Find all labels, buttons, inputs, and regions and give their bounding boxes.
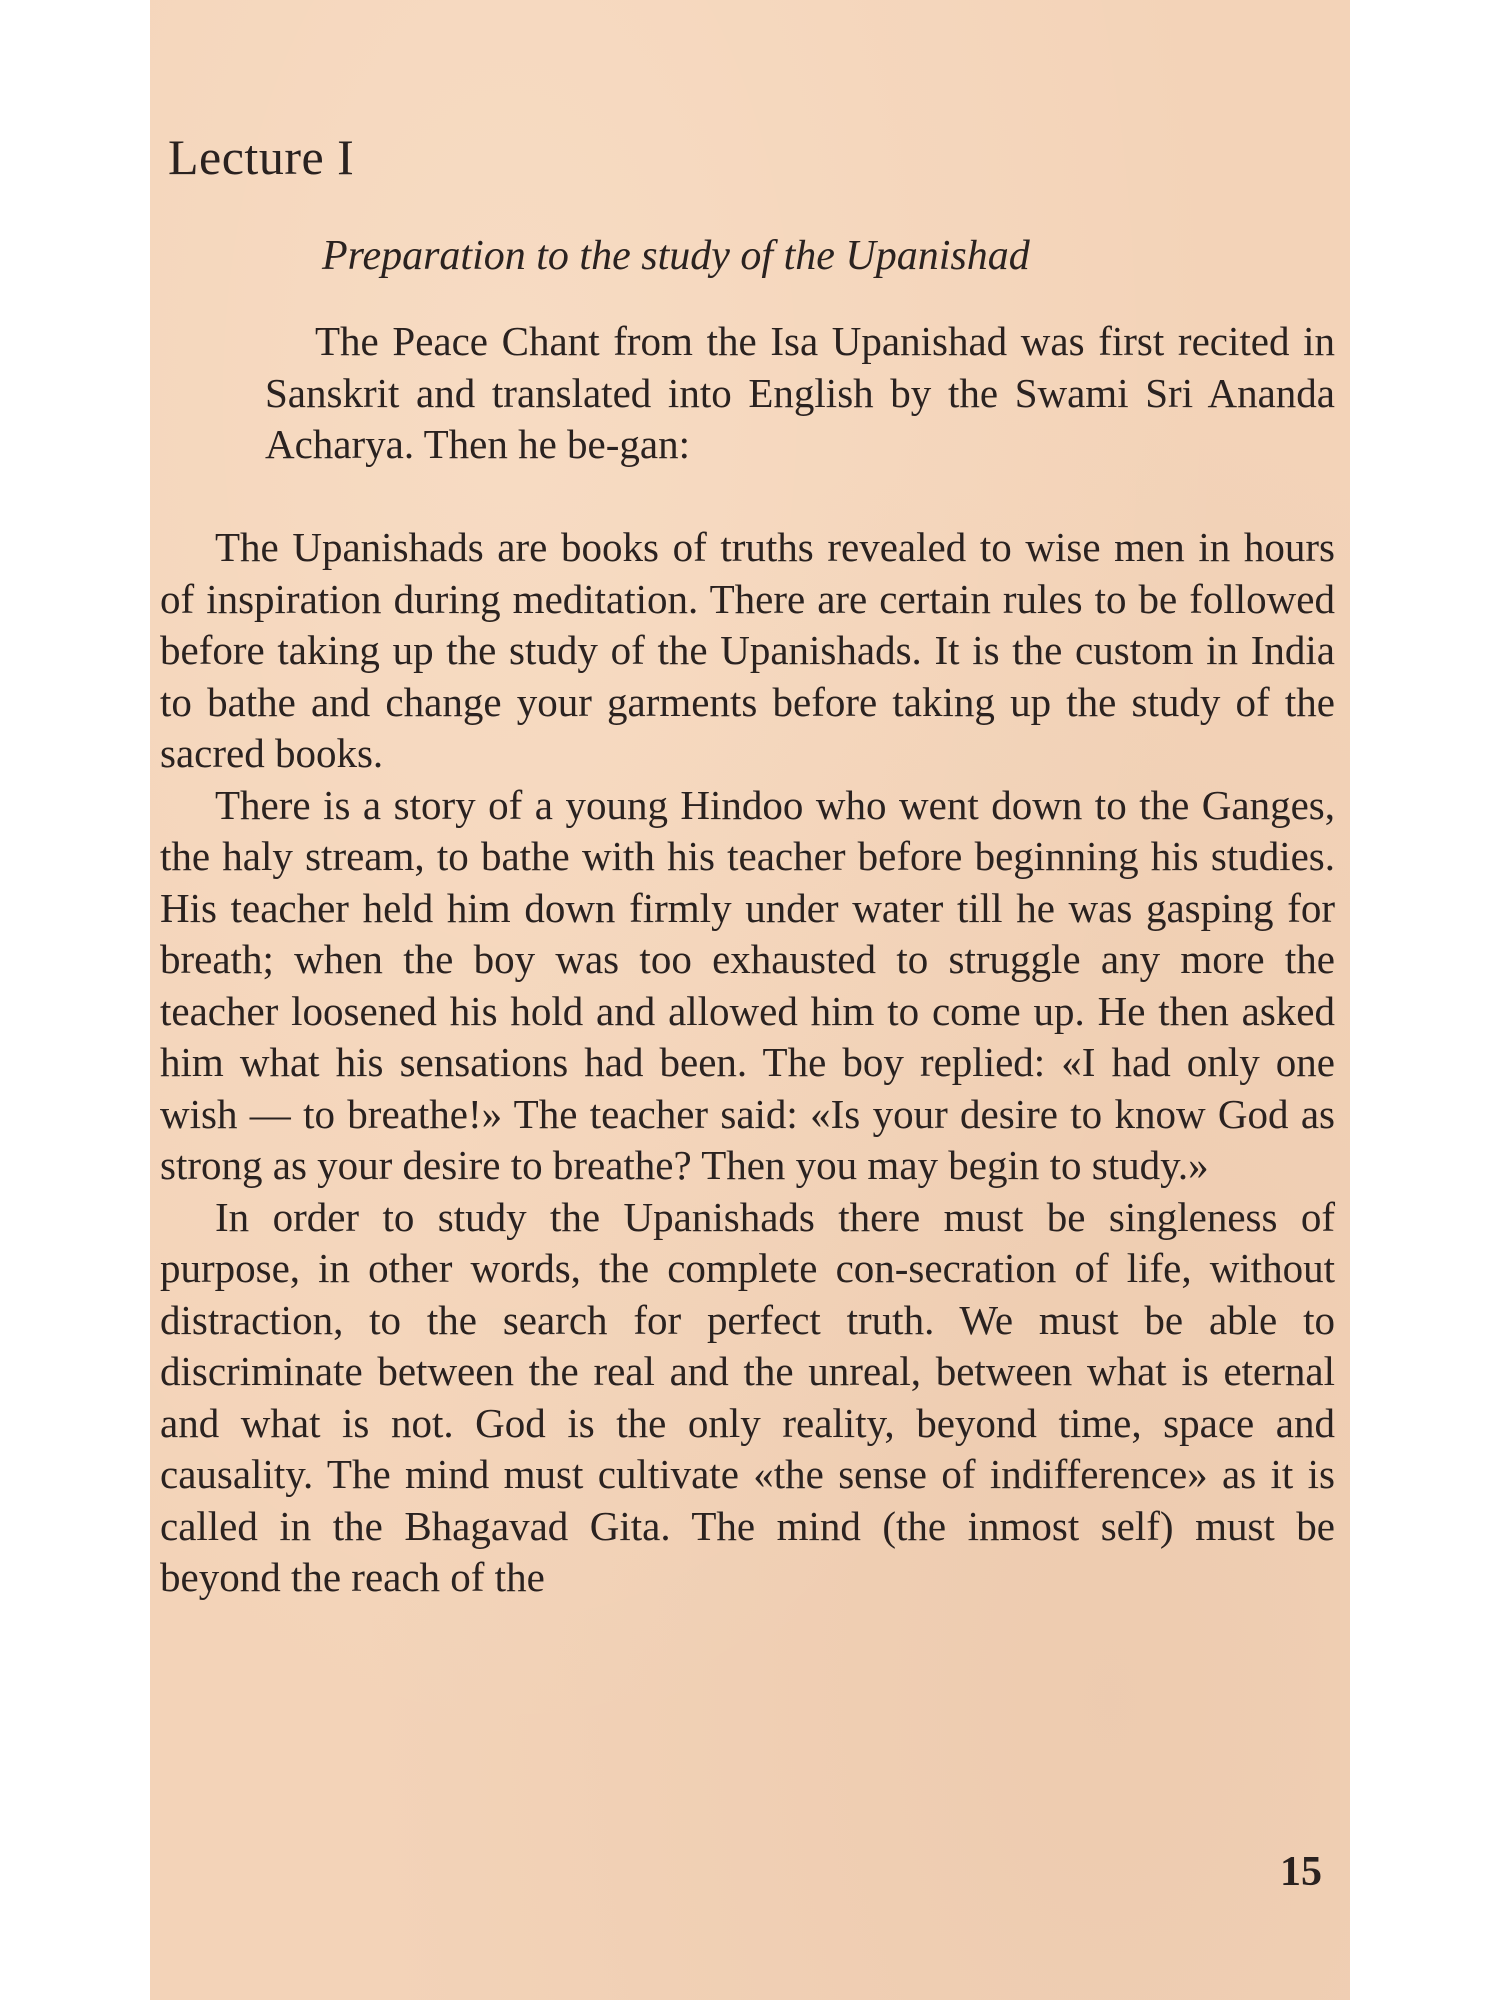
chapter-subtitle: Preparation to the study of the Upanishad <box>322 233 1030 279</box>
book-page <box>150 0 1350 2000</box>
paragraph-discrimination: In order to study the Upanishads there must be singleness of purpose, in other words, the complete con-secration of life, without distraction, to the search for perfect truth. We must be able to discriminate between the real and the unreal, between what is eternal and what is not. God is the only reality, beyond time, space and causality. The mind must cultivate «the sense of indifference» as it is called in the Bhagavad Gita. The mind (the inmost self) must be beyond the reach of the <box>160 1193 1335 1600</box>
paragraph-rules: The Upanishads are books of truths revealed to wise men in hours of inspiration during meditation. There are certain rules to be followed before taking up the study of the Upanishads. It is the custom in India to bathe and change your garments before taking up the study of the sacred books. <box>160 524 1335 776</box>
body-text <box>160 522 1335 1604</box>
paragraph-story: There is a story of a young Hindoo who went down to the Ganges, the haly stream, to bathe with his teacher before beginning his studies. His teacher held him down firmly under water till he was gasping for breath; when the boy was too exhausted to struggle any more the teacher loosened his hold and allowed him to come up. He then asked him what his sensations had been. The boy replied: «I had only one wish — to breathe!» The teacher said: «Is your desire to know God as strong as your desire to breathe? Then you may begin to study.» <box>160 781 1335 1188</box>
page-number: 15 <box>1280 1849 1322 1895</box>
lecture-title: Lecture I <box>168 129 355 185</box>
intro-paragraph: The Peace Chant from the Isa Upanishad was first recited in Sanskrit and translated into English by the Swami Sri Ananda Acharya. Then he be-gan: <box>265 318 1335 467</box>
